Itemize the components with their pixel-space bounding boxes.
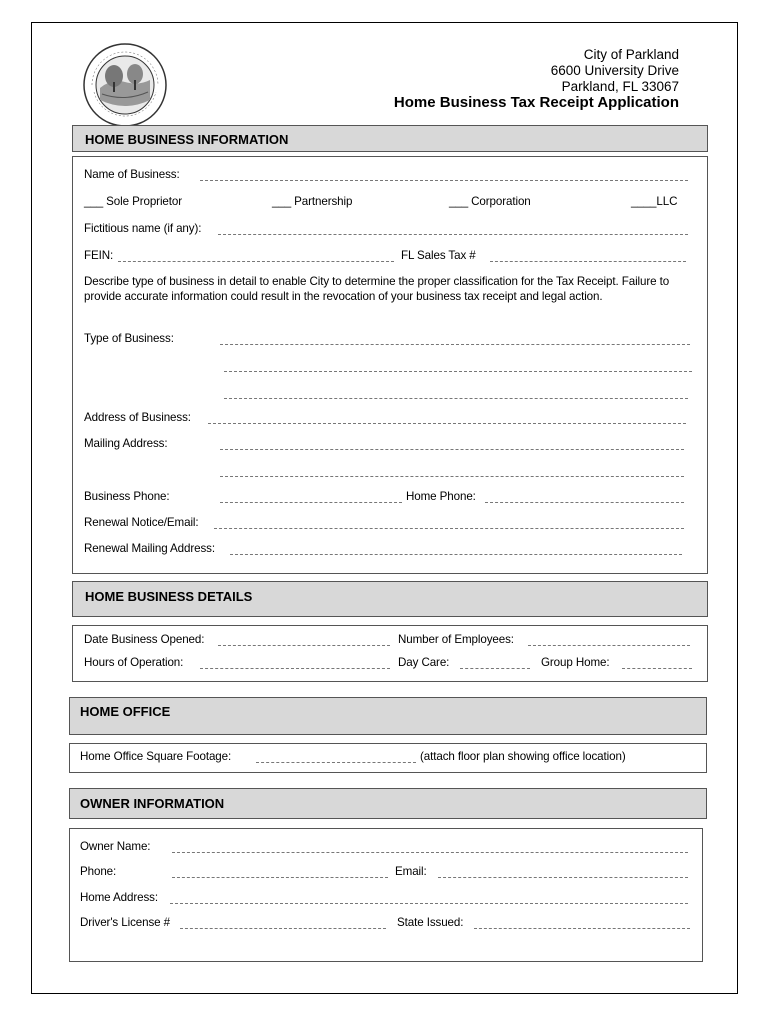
hours-field[interactable] — [200, 668, 390, 669]
business-info-box — [72, 156, 708, 574]
state-issued-field[interactable] — [474, 928, 690, 929]
drivers-license-field[interactable] — [180, 928, 386, 929]
owner-email-label: Email: — [395, 865, 427, 878]
renewal-mailing-label: Renewal Mailing Address: — [84, 542, 215, 555]
owner-name-label: Owner Name: — [80, 840, 151, 853]
type-of-business-label: Type of Business: — [84, 332, 174, 345]
state-issued-label: State Issued: — [397, 916, 464, 929]
fictitious-name-field[interactable] — [218, 234, 688, 235]
header-block — [394, 47, 679, 111]
group-home-field[interactable] — [622, 668, 692, 669]
business-phone-label: Business Phone: — [84, 490, 170, 503]
sqft-label: Home Office Square Footage: — [80, 750, 232, 763]
owner-email-field[interactable] — [438, 877, 688, 878]
attach-floor-plan-note: (attach floor plan showing office location) — [420, 750, 626, 763]
sole-proprietor-option[interactable]: ___ Sole Proprietor — [84, 195, 182, 208]
section-header-business-details: HOME BUSINESS DETAILS — [72, 581, 708, 617]
name-of-business-label: Name of Business: — [84, 168, 180, 181]
hours-label: Hours of Operation: — [84, 656, 184, 669]
fein-field[interactable] — [118, 261, 394, 262]
date-opened-field[interactable] — [218, 645, 390, 646]
city-street: 6600 University Drive — [550, 63, 679, 78]
renewal-email-field[interactable] — [214, 528, 684, 529]
address-of-business-label: Address of Business: — [84, 411, 191, 424]
fein-label: FEIN: — [84, 249, 114, 262]
section-header-home-office: HOME OFFICE — [69, 697, 707, 735]
section-header-owner-info: OWNER INFORMATION — [69, 788, 707, 819]
type-of-business-field-3[interactable] — [224, 398, 688, 399]
renewal-email-label: Renewal Notice/Email: — [84, 516, 199, 529]
group-home-label: Group Home: — [541, 656, 610, 669]
mailing-address-field-2[interactable] — [220, 476, 684, 477]
renewal-mailing-field[interactable] — [230, 554, 682, 555]
section-header-business-info: HOME BUSINESS INFORMATION — [72, 125, 708, 152]
date-opened-label: Date Business Opened: — [84, 633, 205, 646]
llc-option[interactable]: ____LLC — [631, 195, 678, 208]
home-phone-field[interactable] — [485, 502, 684, 503]
owner-info-box — [69, 828, 703, 962]
partnership-option[interactable]: ___ Partnership — [272, 195, 353, 208]
fictitious-name-label: Fictitious name (if any): — [84, 222, 202, 235]
day-care-label: Day Care: — [398, 656, 450, 669]
form-title: Home Business Tax Receipt Application — [393, 94, 679, 111]
city-seal-logo — [82, 42, 168, 128]
owner-phone-label: Phone: — [80, 865, 117, 878]
day-care-field[interactable] — [460, 668, 530, 669]
type-of-business-field-2[interactable] — [224, 371, 692, 372]
mailing-address-field-1[interactable] — [220, 449, 684, 450]
name-of-business-field[interactable] — [200, 180, 688, 181]
owner-phone-field[interactable] — [172, 877, 388, 878]
city-name: City of Parkland — [583, 47, 679, 62]
fl-sales-tax-label: FL Sales Tax # — [401, 249, 476, 262]
home-phone-label: Home Phone: — [406, 490, 476, 503]
employees-field[interactable] — [528, 645, 690, 646]
sqft-field[interactable] — [256, 762, 416, 763]
corporation-option[interactable]: ___ Corporation — [449, 195, 531, 208]
home-address-label: Home Address: — [80, 891, 158, 904]
owner-name-field[interactable] — [172, 852, 688, 853]
home-address-field[interactable] — [170, 903, 688, 904]
city-address: Parkland, FL 33067 — [561, 79, 679, 94]
business-phone-field[interactable] — [220, 502, 402, 503]
type-of-business-field-1[interactable] — [220, 344, 690, 345]
describe-instructions: Describe type of business in detail to enable City to determine the proper classification for the Tax Receipt. Failure to provide accurate information could result in the revocation of your business tax receipt and legal action. — [84, 275, 670, 303]
fl-sales-tax-field[interactable] — [490, 261, 686, 262]
employees-label: Number of Employees: — [398, 633, 514, 646]
mailing-address-label: Mailing Address: — [84, 437, 168, 450]
drivers-license-label: Driver's License # — [80, 916, 170, 929]
address-of-business-field[interactable] — [208, 423, 686, 424]
